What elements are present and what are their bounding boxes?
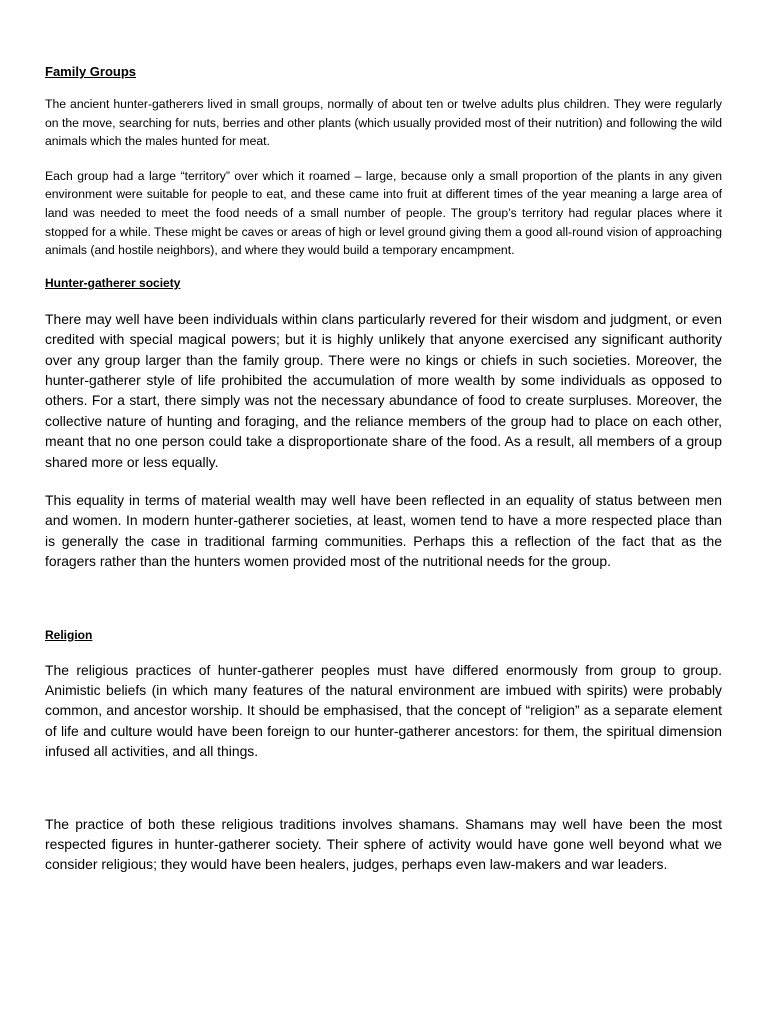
paragraph: The religious practices of hunter-gatherer peoples must have differed enormously from group to group. Animistic beliefs (in which many features of the natural environment are imbued with spirits) were probably common, and ancestor worship. It should be emphasised, that the concept of “religion” as a separate element of life and culture would have been foreign to our hunter-gatherer ancestors: for them, the spiritual dimension infused all activities, and all things. [45, 661, 722, 760]
paragraph: Each group had a large “territory” over which it roamed – large, because only a small proportion of the plants in any given environment were suitable for people to eat, and these came into fruit at different times of the year meaning a large area of land was needed to meet the food needs of a small number of people. The group’s territory had regular places where it stopped for a while. These might be caves or areas of high or level ground giving them a good all-round vision of approaching animals (and hostile neighbors), and where they would build a temporary encampment. [45, 168, 722, 258]
section-family-groups [45, 64, 722, 260]
heading-religion: Religion [45, 627, 93, 642]
paragraph: The practice of both these religious traditions involves shamans. Shamans may well have been the most respected figures in hunter-gatherer society. Their sphere of activity would have gone well beyond what we consider religious; they would have been healers, judges, perhaps even law-makers and war leaders. [45, 815, 722, 873]
paragraph: This equality in terms of material wealth may well have been reflected in an equality of status between men and women. In modern hunter-gatherer societies, at least, women tend to have a more respected place than is generally the case in traditional farming communities. Perhaps this a reflection of the fact that as the foragers rather than the hunters women provided most of the nutritional needs for the group. [45, 492, 722, 570]
heading-hunter-gatherer-society: Hunter-gatherer society [45, 275, 181, 290]
paragraph: The ancient hunter-gatherers lived in small groups, normally of about ten or twelve adults plus children. They were regularly on the move, searching for nuts, berries and other plants (which usually provided most of their nutrition) and following the wild animals which the males hunted for meat. [45, 97, 722, 149]
heading-family-groups: Family Groups [45, 64, 137, 79]
document-page [45, 64, 722, 875]
paragraph: There may well have been individuals within clans particularly revered for their wisdom and judgment, or even credited with special magical powers; but it is highly unlikely that anyone exercised any significant authority over any group larger than the family group. There were no kings or chiefs in such societies. Moreover, the hunter-gatherer style of life prohibited the accumulation of more wealth by some individuals as opposed to others. For a start, there simply was not the necessary abundance of food to create surpluses. Moreover, the collective nature of hunting and foraging, and the reliance members of the group had to place on each other, meant that no one person could take a disproportionate share of the food. As a result, all members of a group shared more or less equally. [45, 310, 722, 470]
section-hunter-gatherer-society [45, 276, 722, 572]
section-religion [45, 628, 722, 875]
